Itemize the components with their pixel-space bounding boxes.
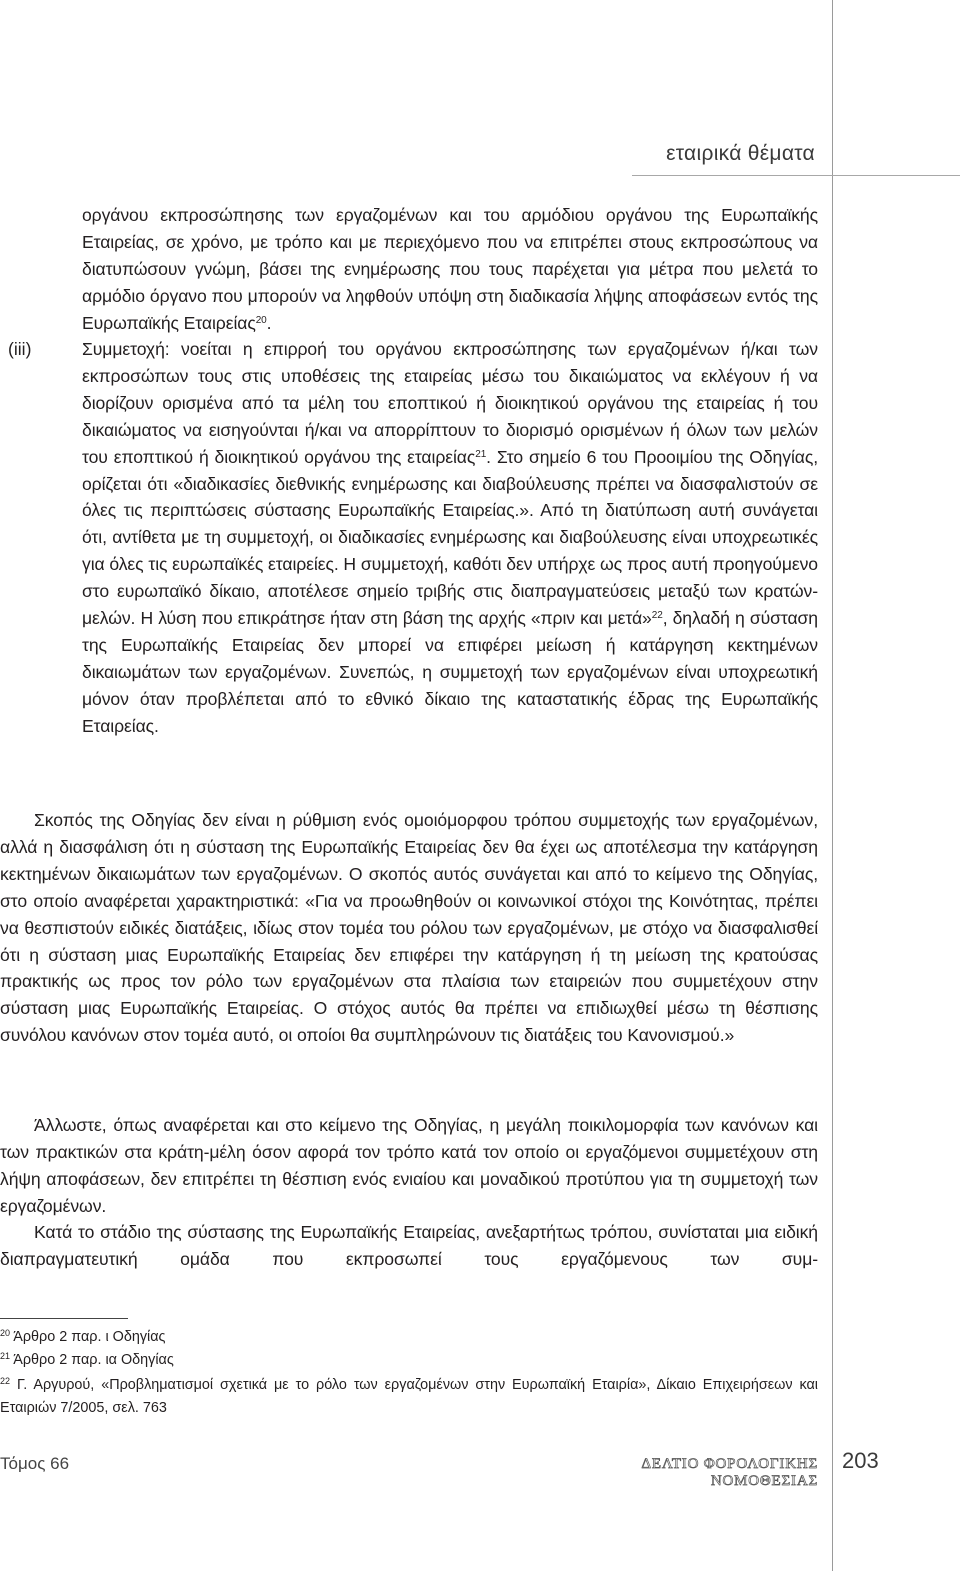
paragraph-purpose: Σκοπός της Οδηγίας δεν είναι η ρύθμιση ενός ομοιόμορφου τρόπου συμμετοχής των εργαζομένων, αλλά η διασφάλιση ότι η σύσταση της Ευρωπαϊκής Εταιρείας δεν θα έχει ως αποτέλεσμα την κατάργηση κεκτημένων δικαιωμάτων των εργαζομένων. Ο σκοπός αυτός συνάγεται και από το κείμενο της Οδηγίας, στο οποίο αναφέρεται χαρακτηριστικά: «Για να προωθηθούν οι κοινωνικοί στόχοι της Κοινότητας, πρέπει να θεσπιστούν ειδικές διατάξεις, ιδίως στον τομέα του ρόλου των εργαζομένων, με στόχο να διασφαλισθεί ότι η σύσταση μιας Ευρωπαϊκής Εταιρείας δεν επιφέρει την κατάργηση ή τη μείωση της κρατούσας πρακτικής ως προς τον ρόλο των εργαζομένων στα πλαίσια των εταιρειών που συμμετέχουν στην σύσταση μιας Ευρωπαϊκής Εταιρείας. Ο στόχος αυτός θα πρέπει να επιδιωχθεί μέσω τη θέσπισης συνόλου κανόνων στον τομέα αυτό, οι οποίοι θα συμπληρώνουν τις διατάξεις του Κανονισμού.» — [0, 810, 818, 1046]
section-title-rule — [632, 175, 960, 176]
page-edge-rule — [832, 0, 833, 1571]
footer-publication-logo: ΔΕΛΤΙΟ ΦΟΡΟΛΟΓΙΚΗΣ ΝΟΜΟΘΕΣΙΑΣ — [641, 1456, 818, 1489]
footnote-ref-20[interactable]: 20 — [255, 314, 267, 326]
section-title: εταιρικά θέματα — [666, 142, 815, 165]
list-item-participation: Συμμετοχή: νοείται η επιρροή του οργάνου εκπροσώπησης των εργαζομένων ή/και των εκπροσώπων τους στις υποθέσεις της εταιρείας μέσω του δικαιώματος να εκλέγουν ή να διορίζουν ορισμένα από τα μέλη του εποπτικού ή διοικητικού οργάνου της εταιρείας ή του δικαιώματος να εισηγούνται ή/και να απορρίπτουν το διορισμό ορισμένων ή όλων των μελών του εποπτικού ή διοικητικού οργάνου της εταιρείας$^{21}$. Στο σημείο 6 του Προοιμίου της Οδηγίας, ορίζεται ότι «διαδικασίες διεθνικής ενημέρωσης και διαβούλευσης πρέπει να διασφαλιστούν σε όλες τις περιπτώσεις σύστασης Ευρωπαϊκής Εταιρείας.». Από τη διατύπωση αυτή συνάγεται ότι, αντίθετα με τη συμμετοχή, οι διαδικασίες ενημέρωσης και διαβούλευσης είναι υποχρεωτικές για όλες τις ευρωπαϊκές εταιρείες. Η συμμετοχή, καθότι δεν υπήρχε ως προς αυτή προηγούμενο στο ευρωπαϊκό δίκαιο, αποτέλεσε σημείο τριβής στις διαπραγματεύσεις μεταξύ των κρατών-μελών. Η λύση που επικράτησε ήταν στη βάση της αρχής «πριν και μετά»$^{22}$, δηλαδή η σύσταση της Ευρωπαϊκής Εταιρείας δεν μπορεί να επιφέρει μείωση ή κατάργηση κεκτημένων δικαιωμάτων των εργαζομένων. Συνεπώς, η συμμετοχή των εργαζομένων είναι υποχρεωτική μόνον όταν προβλέπεται από το εθνικό δίκαιο της καταστατικής έδρας της Ευρωπαϊκής Εταιρείας. — [82, 339, 818, 736]
list-item-label: (iii) — [8, 339, 32, 359]
footer-volume: Τόμος 66 — [0, 1454, 70, 1473]
footnote-separator — [0, 1318, 128, 1319]
paragraph-continuation: οργάνου εκπροσώπησης των εργαζομένων και του αρμόδιου οργάνου της Ευρωπαϊκής Εταιρείας, σε χρόνο, με τρόπο και με περιεχόμενο που να επιτρέπει στους εκπροσώπους να διατυπώσουν γνώμη, βάσει της ενημέρωσης που τους παρέχεται για μέτρα που μελετά το αρμόδιο όργανο που μπορούν να ληφθούν υπόψη στη διαδικασία λήψης αποφάσεων εντός της Ευρωπαϊκής Εταιρείας$^{20}$. — [82, 205, 818, 333]
footnote-20: $^{20}$ Άρθρο 2 παρ. ι Οδηγίας — [0, 1328, 166, 1345]
paragraph-negotiation: Κατά το στάδιο της σύστασης της Ευρωπαϊκής Εταιρείας, ανεξαρτήτως τρόπου, συνίσταται μια ειδική διαπραγματευτική ομάδα που εκπροσωπεί τους εργαζόμενους των συμ- — [0, 1222, 818, 1269]
footnote-ref-22[interactable]: 22 — [651, 610, 663, 622]
footnote-22: $^{22}$ Γ. Αργυρού, «Προβληματισμοί σχετικά με το ρόλο των εργαζομένων στην Ευρωπαϊκή Εταιρία», Δίκαιο Επιχειρήσεων και Εταιριών 7/2005, σελ. 763 — [0, 1376, 819, 1416]
paragraph-diversity: Άλλωστε, όπως αναφέρεται και στο κείμενο της Οδηγίας, η μεγάλη ποικιλομορφία των κανόνων και των πρακτικών στα κράτη-μέλη όσον αφορά τον τρόπο κατά τον οποίο οι εργαζόμενοι συμμετέχουν στη λήψη αποφάσεων, δεν επιτρέπει τη θέσπιση ενός ενιαίου και μοναδικού προτύπου για τη συμμετοχή των εργαζομένων. — [0, 1115, 818, 1216]
footnote-ref-21[interactable]: 21 — [475, 448, 487, 460]
footnote-21: $^{21}$ Άρθρο 2 παρ. ια Οδηγίας — [0, 1351, 174, 1368]
page-number: 203 — [842, 1448, 879, 1473]
